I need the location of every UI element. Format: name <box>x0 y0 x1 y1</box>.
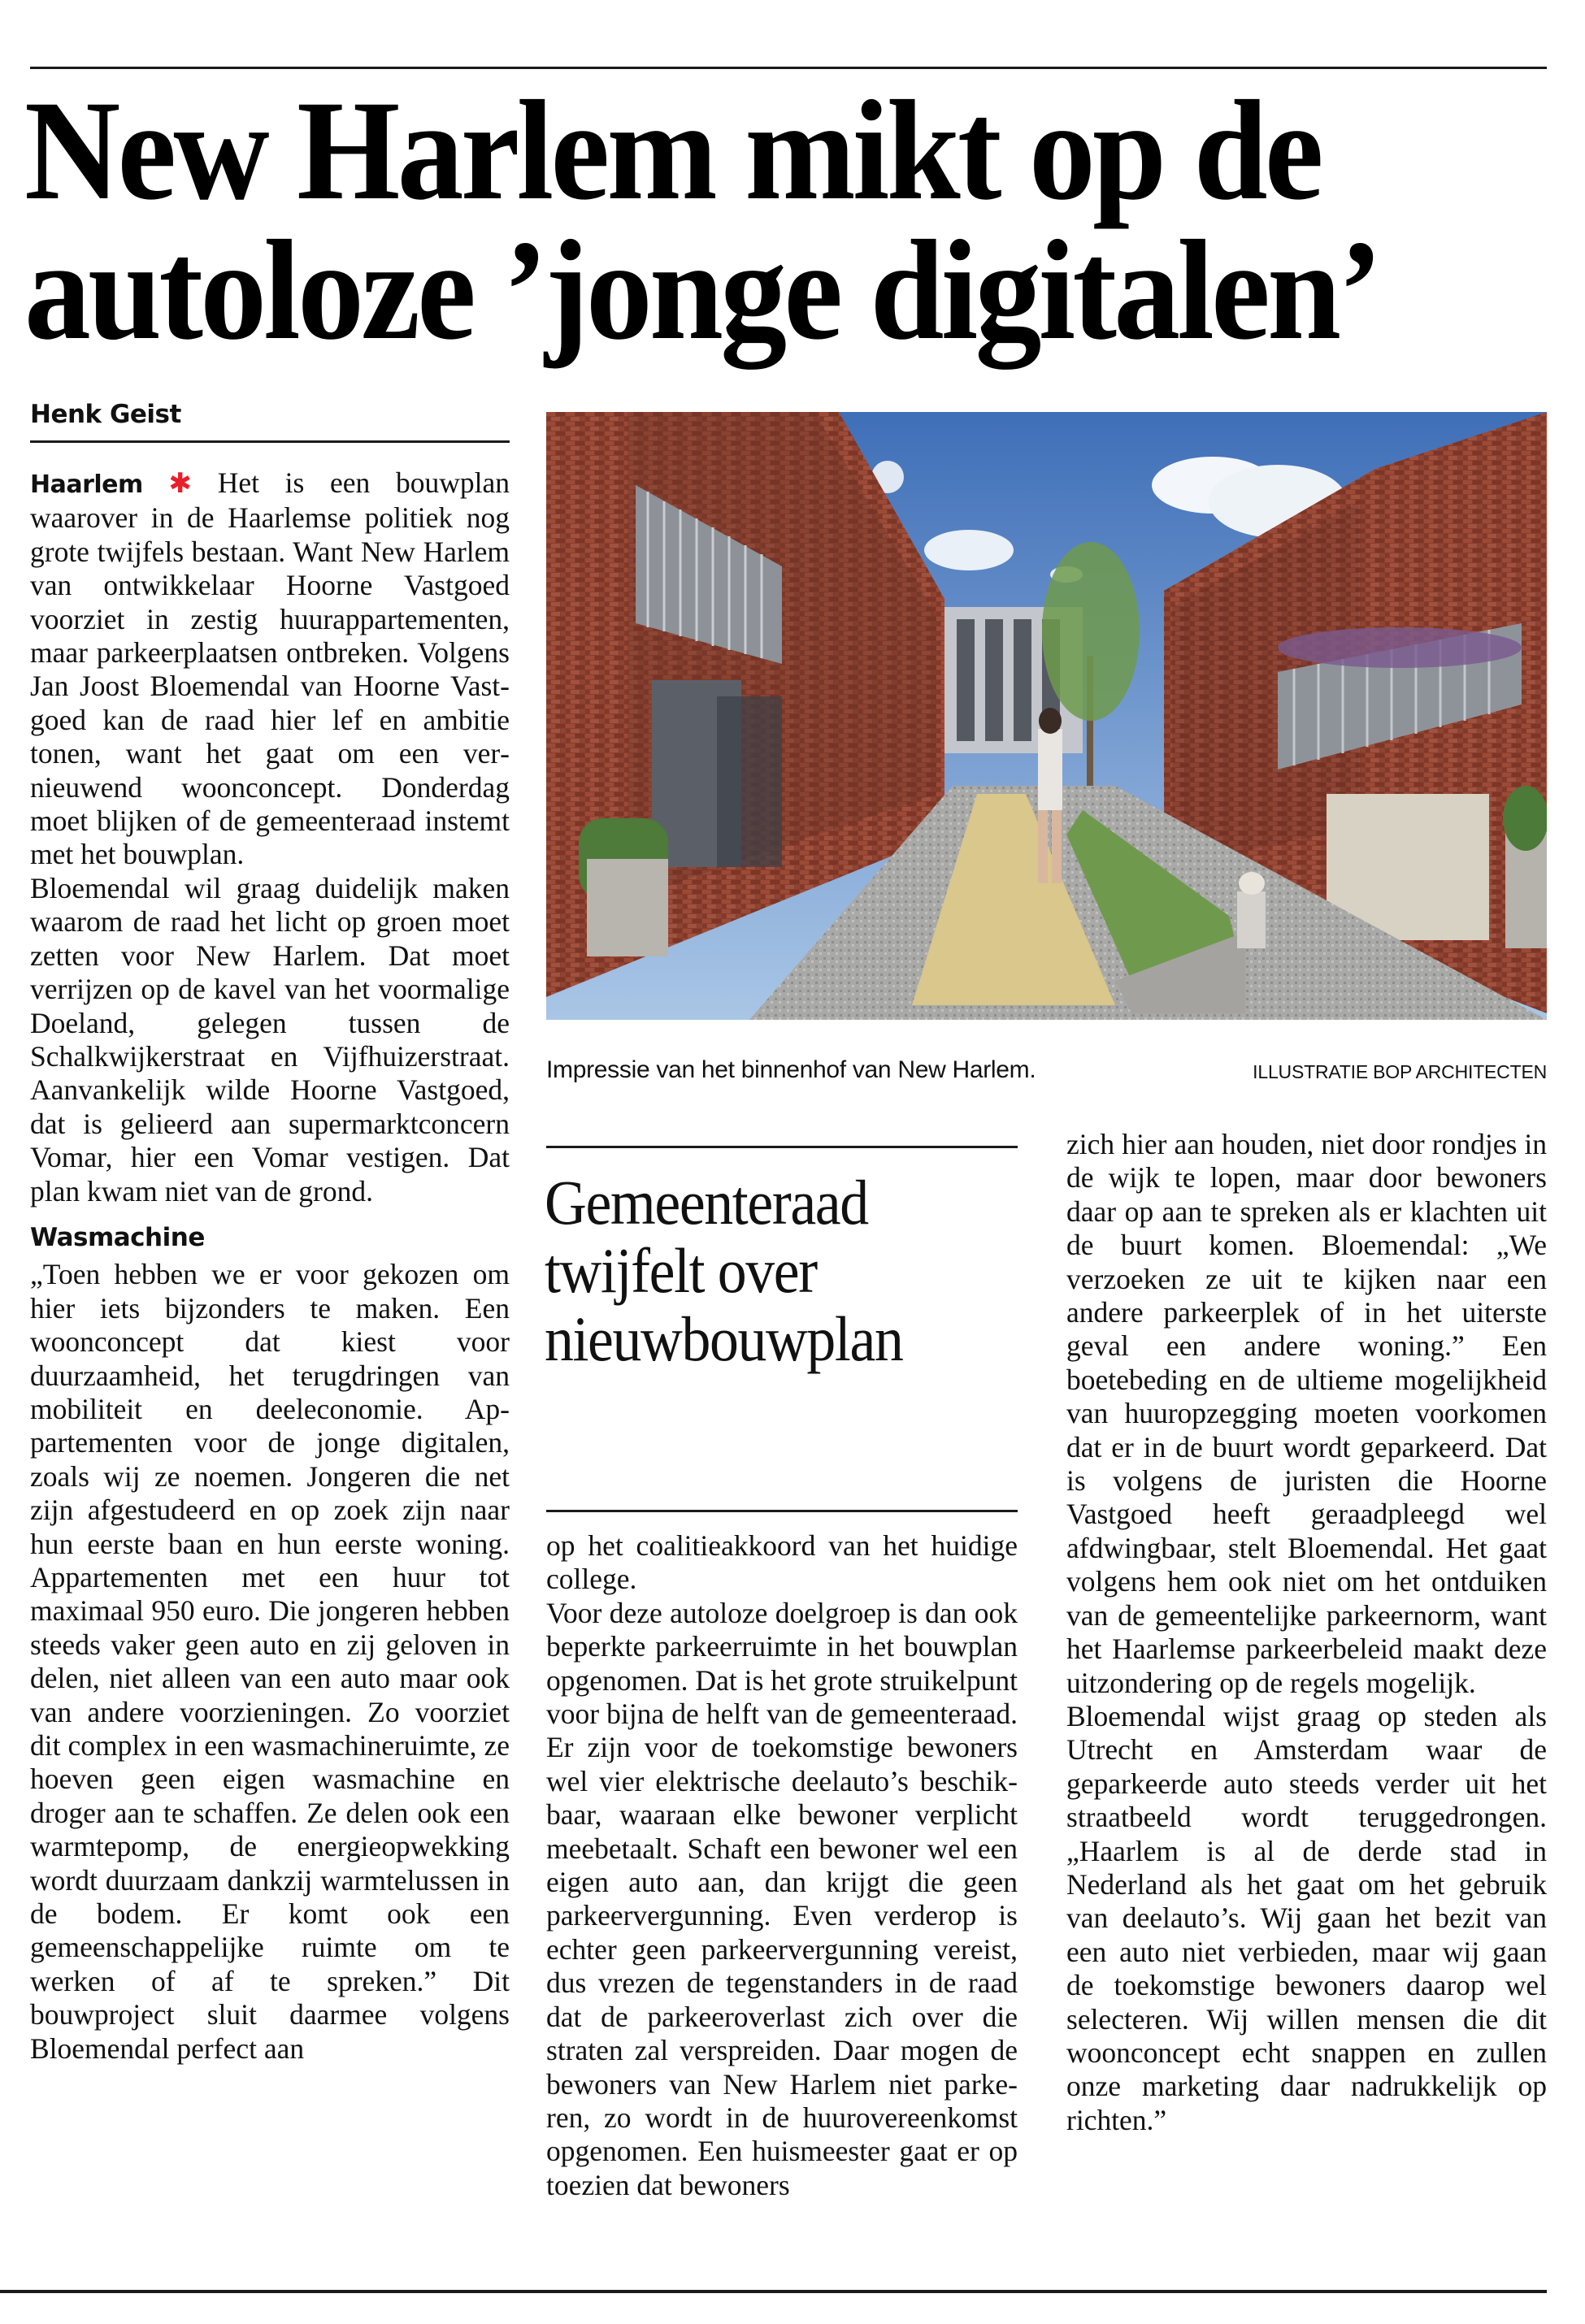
bottom-rule <box>0 2290 1547 2293</box>
paragraph: Bloemendal wil graag duidelijk maken waarom de raad het licht op groen moet zetten voor New Harlem. Dat moet verrijzen op de kavel van het voormalige Doeland, gelegen tussen de Schalkwijkerstraat en Vijfhuizerstraat. Aanvankelijk wilde Hoorne Vastgoed, dat is gelieerd aan supermarktconcern Vomar, hier een Vomar vestigen. Dat plan kwam niet van de grond. <box>30 871 510 1208</box>
paragraph: zich hier aan houden, niet door rondjes in de wijk te lopen, maar door bewoners daar op aan te spreken als er klachten uit de buurt komen. Bloemendal: „We verzoeken ze uit te kijken naar een andere parkeerplek of in het uiterste geval een andere woning.” Een boetebeding en de ultieme mogelijkheid van huuropzegging moeten voorkomen dat er in de buurt wordt geparkeerd. Dat is volgens de juristen die Hoorne Vastgoed heeft geraadpleegd wel afdwingbaar, stelt Bloemendal. Het gaat volgens hem ook niet om het ontduiken van de gemeentelijke parkeernorm, want het Haarlemse parkeerbeleid maakt deze uitzondering op de regels mogelijk. <box>1066 1128 1547 1699</box>
intertitle-line-3: nieuwbouwplan <box>545 1303 903 1374</box>
courtyard-illustration <box>546 412 1547 1020</box>
intertitle-line-1: Gemeenteraad <box>545 1167 868 1238</box>
lead-text: Het is een bouwplan waarover in de Haarlemse politiek nog grote twijfels bestaan. Want New Harlem van ontwikkelaar Hoorne Vastgoed voorziet in zestig huurappartementen, maar parkeerplaatsen ontbreken. Volgens Jan Joost Bloemendal van Hoorne Vastgoed kan de raad hier lef en ambitie tonen, want het gaat om een vernieuwend woonconcept. Donderdag moet blijken of de gemeenteraad instemt met het bouwplan. <box>30 466 510 871</box>
left-column <box>30 466 510 2066</box>
paragraph: Voor deze autoloze doelgroep is dan ook beperkte parkeerruimte in het bouwplan opgenomen. Dat is het grote struikelpunt voor bijna de helft van de gemeenteraad. Er zijn voor de toekomstige bewoners wel vier elektrische deelauto’s beschikbaar, waaraan elke bewoner verplicht meebetaalt. Schaft een bewoner wel een eigen auto aan, dan krijgt die geen parkeervergunning. Even verderop is echter geen parkeervergunning vereist, dus vrezen de tegenstanders in de raad dat de parkeeroverlast zich over die straten zal verspreiden. Daar mogen de bewoners van New Harlem niet parkeren, zo wordt in de huurovereenkomst opgenomen. Een huismeester gaat er op toezien dat bewoners <box>546 1596 1018 2201</box>
courtyard-image-icon <box>546 412 1547 1020</box>
paragraph: „Toen hebben we er voor gekozen om hier iets bijzonders te maken. Een woonconcept dat kiest voor duurzaamheid, het terugdringen van mobiliteit en deeleconomie. Appartementen voor de jonge digitalen, zoals wij ze noemen. Jongeren die net zijn afgestudeerd en op zoek zijn naar hun eerste baan en hun eerste woning. Appartementen met een huur tot maximaal 950 euro. Die jongeren hebben steeds vaker geen auto en zij geloven in delen, niet alleen van een auto maar ook van andere voorzieningen. Zo voorziet dit complex in een wasmachineruimte, ze hoeven geen eigen wasmachine en droger aan te schaffen. Ze delen ook een warmtepomp, de energieopwekking wordt duurzaam dankzij warmtelussen in de bodem. Er komt ook een gemeenschappelijke ruimte om te werken of af te spreken.” Dit bouwproject sluit daarmee volgens Bloemendal perfect aan <box>30 1258 510 2065</box>
paragraph: Bloemendal wijst graag op steden als Utrecht en Amsterdam waar de geparkeerde auto steeds verder uit het straatbeeld wordt teruggedrongen. „Haarlem is al de derde stad in Nederland als het gaat om het gebruik van deelauto’s. Wij gaan het bezit van een auto niet verbieden, maar wij gaan de toekomstige bewoners daarop wel selecteren. Wij willen mensen die dit woonconcept echt snappen en zullen onze marketing daar nadrukkelijk op richten.” <box>1066 1699 1547 2136</box>
caption-text: Impressie van het binnenhof van New Harlem. <box>546 1056 1036 1083</box>
intertitle-line-2: twijfelt over <box>545 1235 817 1306</box>
right-column <box>1066 1128 1547 2137</box>
paragraph: op het coalitieakkoord van het huidige college. <box>546 1529 1018 1596</box>
byline: Henk Geist <box>30 400 181 429</box>
intertitle-rule-bottom <box>546 1510 1018 1512</box>
headline-line-2: autoloze ’jonge digitalen’ <box>24 211 1380 370</box>
dateline: Haarlem <box>30 470 143 499</box>
headline <box>24 72 1445 370</box>
byline-rule <box>30 440 510 443</box>
subheading: Wasmachine <box>30 1222 205 1252</box>
asterisk-icon: ✱ <box>168 467 192 500</box>
photo-caption <box>546 1056 1547 1084</box>
intertitle-rule-top <box>546 1146 1018 1148</box>
top-rule <box>30 67 1547 69</box>
middle-column <box>546 1529 1018 2202</box>
headline-line-1: New Harlem mikt op de <box>24 72 1321 230</box>
lead-paragraph <box>30 466 510 872</box>
photo-credit: ILLUSTRATIE BOP ARCHITECTEN <box>1253 1061 1547 1082</box>
intertitle <box>545 1169 986 1373</box>
